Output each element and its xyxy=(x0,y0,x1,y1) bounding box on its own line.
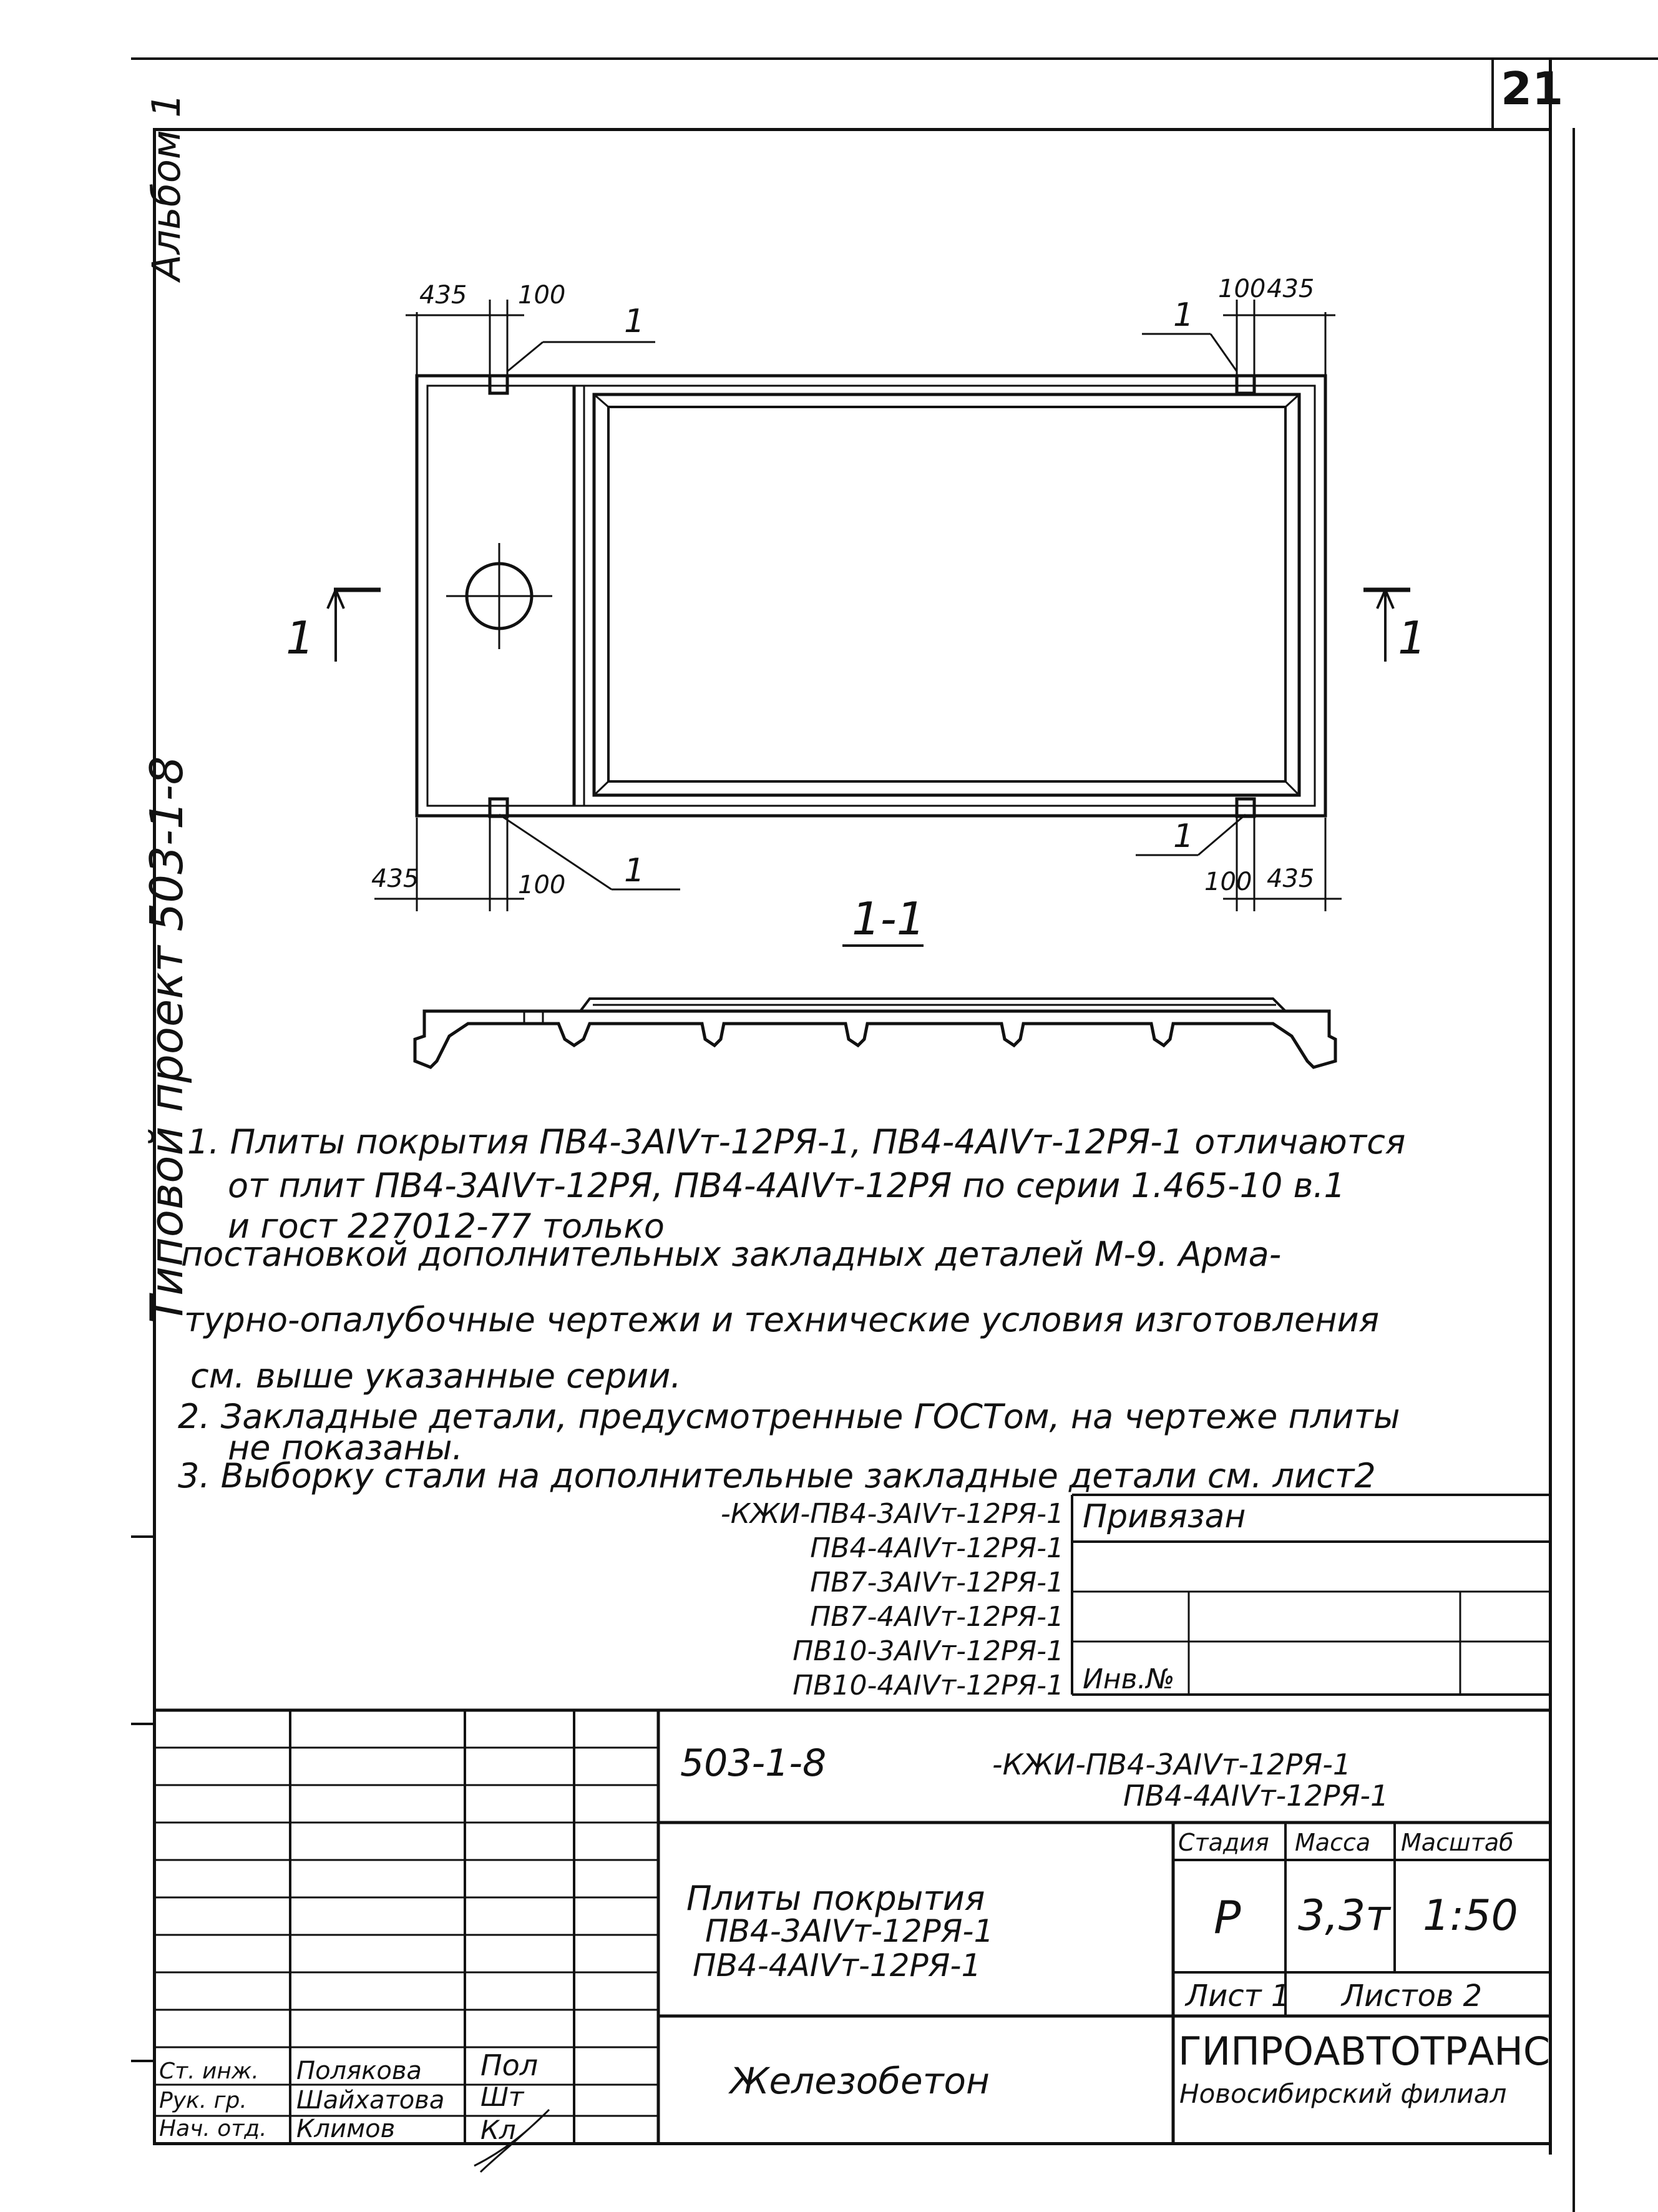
binding-title: Привязан xyxy=(1083,1498,1246,1535)
slab-outline xyxy=(417,376,1325,816)
sheets-total: Листов 2 xyxy=(1342,1979,1483,2014)
mark-line: ПВ10-3АIVт-12РЯ-1 xyxy=(792,1635,1064,1667)
dim-top-left-435: 435 xyxy=(419,281,467,310)
mark-line: ПВ10-4АIVт-12РЯ-1 xyxy=(792,1670,1064,1701)
doc-name-1: Плиты покрытия xyxy=(686,1879,985,1918)
dim-top-left-100: 100 xyxy=(518,281,566,310)
leader-label: 1 xyxy=(1173,296,1194,334)
mark-line: ПВ7-3АIVт-12РЯ-1 xyxy=(810,1567,1064,1598)
doc-name-2: ПВ4-3АIVт-12РЯ-1 xyxy=(705,1913,994,1949)
note-line: турно-опалубочные чертежи и технические условия изготовления xyxy=(184,1300,1380,1339)
scale-value: 1:50 xyxy=(1423,1891,1518,1940)
stage-value: Р xyxy=(1214,1891,1241,1944)
person-name: Шайхатова xyxy=(296,2086,445,2115)
embedded-part xyxy=(490,376,507,393)
mass-value: 3,3т xyxy=(1298,1891,1390,1940)
sheet-number: Лист 1 xyxy=(1186,1979,1290,2014)
person-sign: Кл xyxy=(480,2115,516,2145)
note-line: не показаны. xyxy=(228,1428,463,1467)
doc-name-3: ПВ4-4АIVт-12РЯ-1 xyxy=(693,1947,982,1984)
page-number: 21 xyxy=(1501,62,1564,115)
note-line: и гост 227012-77 только xyxy=(228,1206,665,1246)
person-name: Полякова xyxy=(296,2057,422,2085)
embedded-part xyxy=(1237,376,1254,393)
project-label: Типовой проект 503-1-8 xyxy=(140,756,193,1323)
organization: ГИПРОАВТОТРАНС xyxy=(1178,2028,1551,2074)
note-line: от плит ПВ4-3АIVт-12РЯ, ПВ4-4АIVт-12РЯ по серии 1.465-10 в.1 xyxy=(228,1166,1345,1205)
mark-line: -КЖИ-ПВ4-3АIVт-12РЯ-1 xyxy=(720,1498,1064,1530)
slab-outline-inner xyxy=(427,386,1315,806)
section-marker-left: 1 xyxy=(286,612,315,664)
doc-mark-2: ПВ4-4АIVт-12РЯ-1 xyxy=(1123,1779,1389,1813)
leader-label: 1 xyxy=(1173,818,1194,855)
mark-line: ПВ7-4АIVт-12РЯ-1 xyxy=(810,1601,1064,1633)
person-role: Ст. инж. xyxy=(159,2058,259,2084)
note-line: постановкой дополнительных закладных деталей М-9. Арма- xyxy=(181,1235,1282,1274)
person-sign: Шт xyxy=(480,2082,524,2112)
dim-bottom-right-100: 100 xyxy=(1204,868,1252,896)
person-role: Рук. гр. xyxy=(159,2088,247,2113)
note-line: 3. Выборку стали на дополнительные закладные детали см. лист2 xyxy=(178,1456,1376,1495)
stage-label: Стадия xyxy=(1178,1829,1269,1856)
mass-label: Масса xyxy=(1295,1829,1371,1856)
dim-bottom-right-435: 435 xyxy=(1267,864,1315,893)
note-line: см. выше указанные серии. xyxy=(190,1356,681,1396)
mark-line: ПВ4-4АIVт-12РЯ-1 xyxy=(810,1532,1064,1564)
slab-panel-inner xyxy=(608,407,1285,781)
doc-mark-1: -КЖИ-ПВ4-3АIVт-12РЯ-1 xyxy=(992,1748,1352,1781)
note-line: 2. Закладные детали, предусмотренные ГОСТом, на чертеже плиты xyxy=(178,1397,1400,1436)
person-role: Нач. отд. xyxy=(159,2116,267,2141)
note-line: 1. Плиты покрытия ПВ4-3АIVт-12РЯ-1, ПВ4-4АIVт-12РЯ-1 отличаются xyxy=(187,1122,1406,1162)
leader-label: 1 xyxy=(624,852,645,889)
section-title: 1-1 xyxy=(852,893,925,945)
inventory-label: Инв.№ xyxy=(1083,1663,1175,1695)
section-marker-right: 1 xyxy=(1398,612,1426,664)
dim-bottom-left-435: 435 xyxy=(371,864,419,893)
album-label: Альбом 1 xyxy=(144,93,189,281)
material: Железобетон xyxy=(730,2060,990,2102)
person-name: Климов xyxy=(296,2115,396,2143)
dim-bottom-left-100: 100 xyxy=(518,871,566,899)
embedded-part xyxy=(490,799,507,816)
branch: Новосибирский филиал xyxy=(1179,2078,1507,2109)
cross-section-profile xyxy=(415,1011,1335,1067)
scale-label: Масштаб xyxy=(1401,1829,1514,1856)
leader-label: 1 xyxy=(624,303,645,340)
dim-top-right-435: 435 xyxy=(1267,275,1315,303)
doc-code: 503-1-8 xyxy=(680,1741,827,1785)
dim-top-right-100: 100 xyxy=(1218,275,1266,303)
embedded-part xyxy=(1237,799,1254,816)
person-sign: Пол xyxy=(480,2048,539,2082)
slab-panel xyxy=(594,394,1299,795)
